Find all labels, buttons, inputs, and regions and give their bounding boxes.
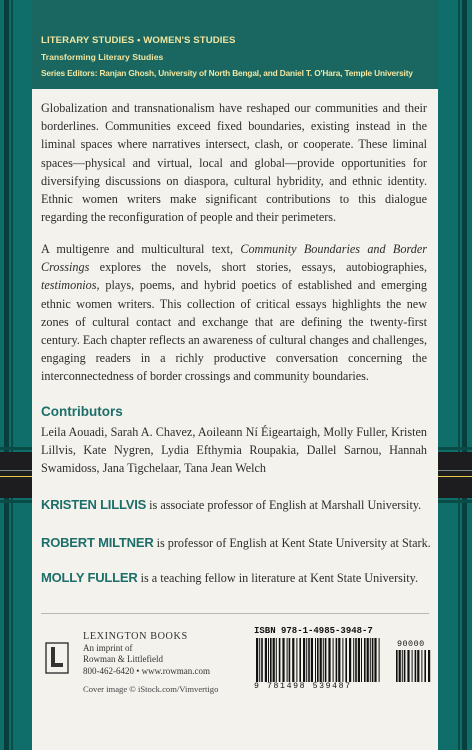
contributors-heading: Contributors [41, 404, 123, 419]
plaid-stripe [458, 0, 460, 750]
book-title: Community Boundaries and Border Crossings [41, 242, 427, 275]
back-cover-panel [32, 0, 438, 750]
editor-bio-text: is associate professor of English at Marshall University. [146, 498, 422, 512]
barcode-bars [254, 638, 384, 682]
series-name: Transforming Literary Studies [41, 52, 164, 62]
plaid-stripe [4, 0, 9, 750]
barcode-number: 9 781498 539487 [254, 682, 352, 691]
desc-text: , plays, poems, and hybrid poetics of established and emerging ethnic women writers. This collection of critical essays highlights the new zones of cultural contact and exchange that are defining the twenty-first century. Each chapter reflects an awareness of cultural changes and challenges, engaging readers in a richly productive conversation concerning the interconnectedness of border crossings and community boundaries. [41, 278, 427, 384]
editor-name: MOLLY FULLER [41, 570, 138, 585]
description-paragraph-2 [41, 240, 427, 386]
editor-bio [41, 570, 431, 586]
isbn-text: ISBN 978-1-4985-3948-7 [254, 626, 373, 636]
isbn-barcode [254, 626, 435, 692]
publisher-parent: Rowman & Littlefield [83, 654, 163, 664]
editor-bio [41, 535, 431, 551]
publisher-block [83, 631, 210, 677]
editor-name: ROBERT MILTNER [41, 535, 154, 550]
barcode-addon-bars [394, 650, 434, 682]
testimonios-term: testimonios [41, 278, 97, 293]
series-editors: Series Editors: Ranjan Ghosh, University of North Bengal, and Daniel T. O'Hara, Temple University [41, 68, 413, 78]
editor-bio [41, 497, 431, 513]
desc-text: A multigenre and multicultural text, [41, 242, 241, 256]
plaid-stripe [462, 0, 467, 750]
editor-name: KRISTEN LILLVIS [41, 497, 147, 512]
plaid-stripe [11, 0, 13, 750]
publisher-contact: 800-462-6420 • www.rowman.com [83, 665, 211, 676]
lexington-logo-icon [44, 641, 70, 675]
series-header [32, 0, 438, 89]
cover-image-credit: Cover image © iStock.com/Vimvertigo [83, 684, 219, 694]
contributors-list: Leila Aouadi, Sarah A. Chavez, Aoileann Ní Éigeartaigh, Molly Fuller, Kristen Lillvis, Kate Nygren, Lydia Efthymia Roupakia, Dallel Sarnou, Hannah Swamidoss, Jana Tigchelaar, Tana Jean Welch [41, 425, 427, 476]
publisher-imprint: An imprint of [83, 642, 133, 653]
publisher-name: LEXINGTON BOOKS [83, 631, 188, 642]
subject-categories: LITERARY STUDIES • WOMEN'S STUDIES [41, 35, 236, 46]
desc-text: explores the novels, short stories, essays, autobiographies, [89, 260, 427, 275]
description-paragraph-1: Globalization and transnationalism have reshaped our communities and their borderlines. Communities exceed fixed boundaries, existing instead in the liminal spaces where narratives intersect, clash, or cooperate. These liminal spaces—physical and virtual, local and global—provide opportunities for diversifying discussions on diaspora, cultural hybridity, and ethnic identity. Ethnic women writers make significant contributions to this dialogue regarding the reconfiguration of people and their perimeters. [41, 101, 427, 225]
price-code: 90000 [397, 639, 425, 649]
divider-line [41, 613, 429, 614]
editor-bio-text: is a teaching fellow in literature at Kent State University. [137, 571, 419, 585]
editor-bio-text: is professor of English at Kent State University at Stark. [153, 536, 431, 550]
